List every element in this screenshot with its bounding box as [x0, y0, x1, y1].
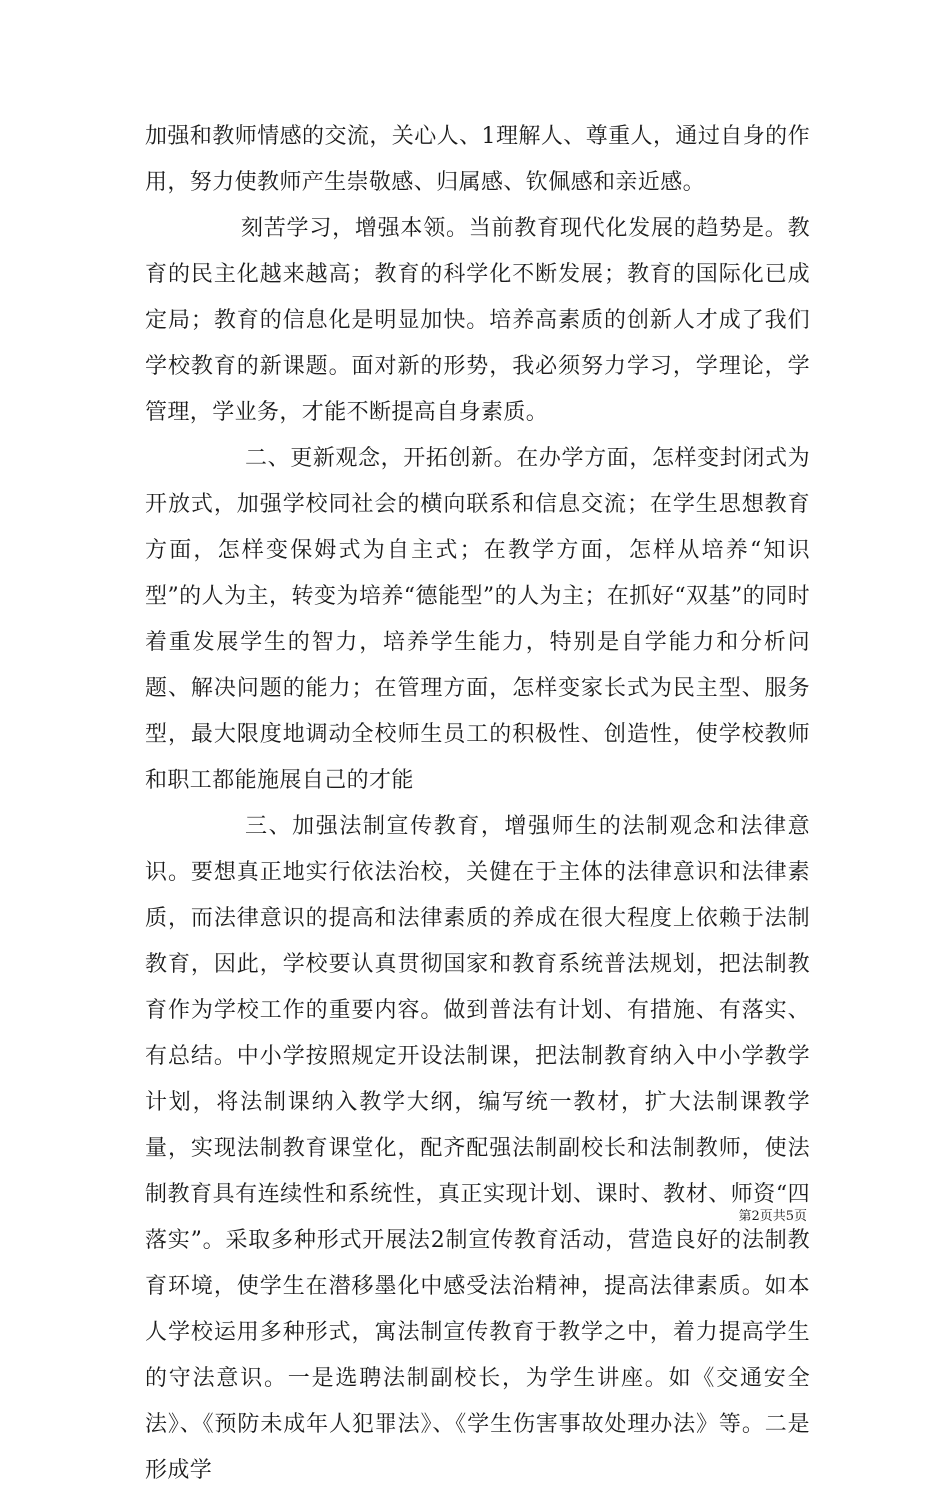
- page-number: 第2页共5页: [738, 1209, 807, 1224]
- paragraph-4: 三、加强法制宣传教育，增强师生的法制观念和法律意识。要想真正地实行依法治校，关健在于主体的法律意识和法律素质，而法律意识的提高和法律素质的养成在很大程度上依赖于法制教育，因此，学校要认真贯彻国家和教育系统普法规划，把法制教育作为学校工作的重要内容。做到普法有计划、有措施、有落实、有总结。中小学按照规定开设法制课，把法制教育纳入中小学教学计划，将法制课纳入教学大纲，编写统一教材，扩大法制课教学量，实现法制教育课堂化，配齐配强法制副校长和法制教师，使法制教育具有连续性和系统性，真正实现计划、课时、教材、师资“四落实”。采取多种形式开展法2制宣传教育活动，营造良好的法制教育环境，使学生在潜移墨化中感受法治精神，提高法律素质。如本人学校运用多种形式，寓法制宣传教育于教学之中，着力提高学生的守法意识。一是选聘法制副校长，为学生讲座。如《交通安全法》、《预防未成年人犯罪法》、《学生伤害事故处理办法》等。二是形成学: [145, 814, 810, 1483]
- paragraph-2: 刻苦学习，增强本领。当前教育现代化发展的趋势是。教育的民主化越来越高；教育的科学化不断发展；教育的国际化已成定局；教育的信息化是明显加快。培养高素质的创新人才成了我们学校教育的新课题。面对新的形势，我必须努力学习，学理论，学管理，学业务，才能不断提高自身素质。: [145, 216, 810, 425]
- document-body: [145, 114, 810, 1494]
- paragraph-3: 二、更新观念，开拓创新。在办学方面，怎样变封闭式为开放式，加强学校同社会的横向联系和信息交流；在学生思想教育方面，怎样变保姆式为自主式；在教学方面，怎样从培养“知识型”的人为主，转变为培养“德能型”的人为主；在抓好“双基”的同时着重发展学生的智力，培养学生能力，特别是自学能力和分析问题、解决问题的能力；在管理方面，怎样变家长式为民主型、服务型，最大限度地调动全校师生员工的积极性、创造性，使学校教师和职工都能施展自己的才能: [145, 446, 810, 793]
- paragraph-1: 加强和教师情感的交流，关心人、1理解人、尊重人，通过自身的作用，努力使教师产生崇敬感、归属感、钦佩感和亲近感。: [145, 124, 810, 195]
